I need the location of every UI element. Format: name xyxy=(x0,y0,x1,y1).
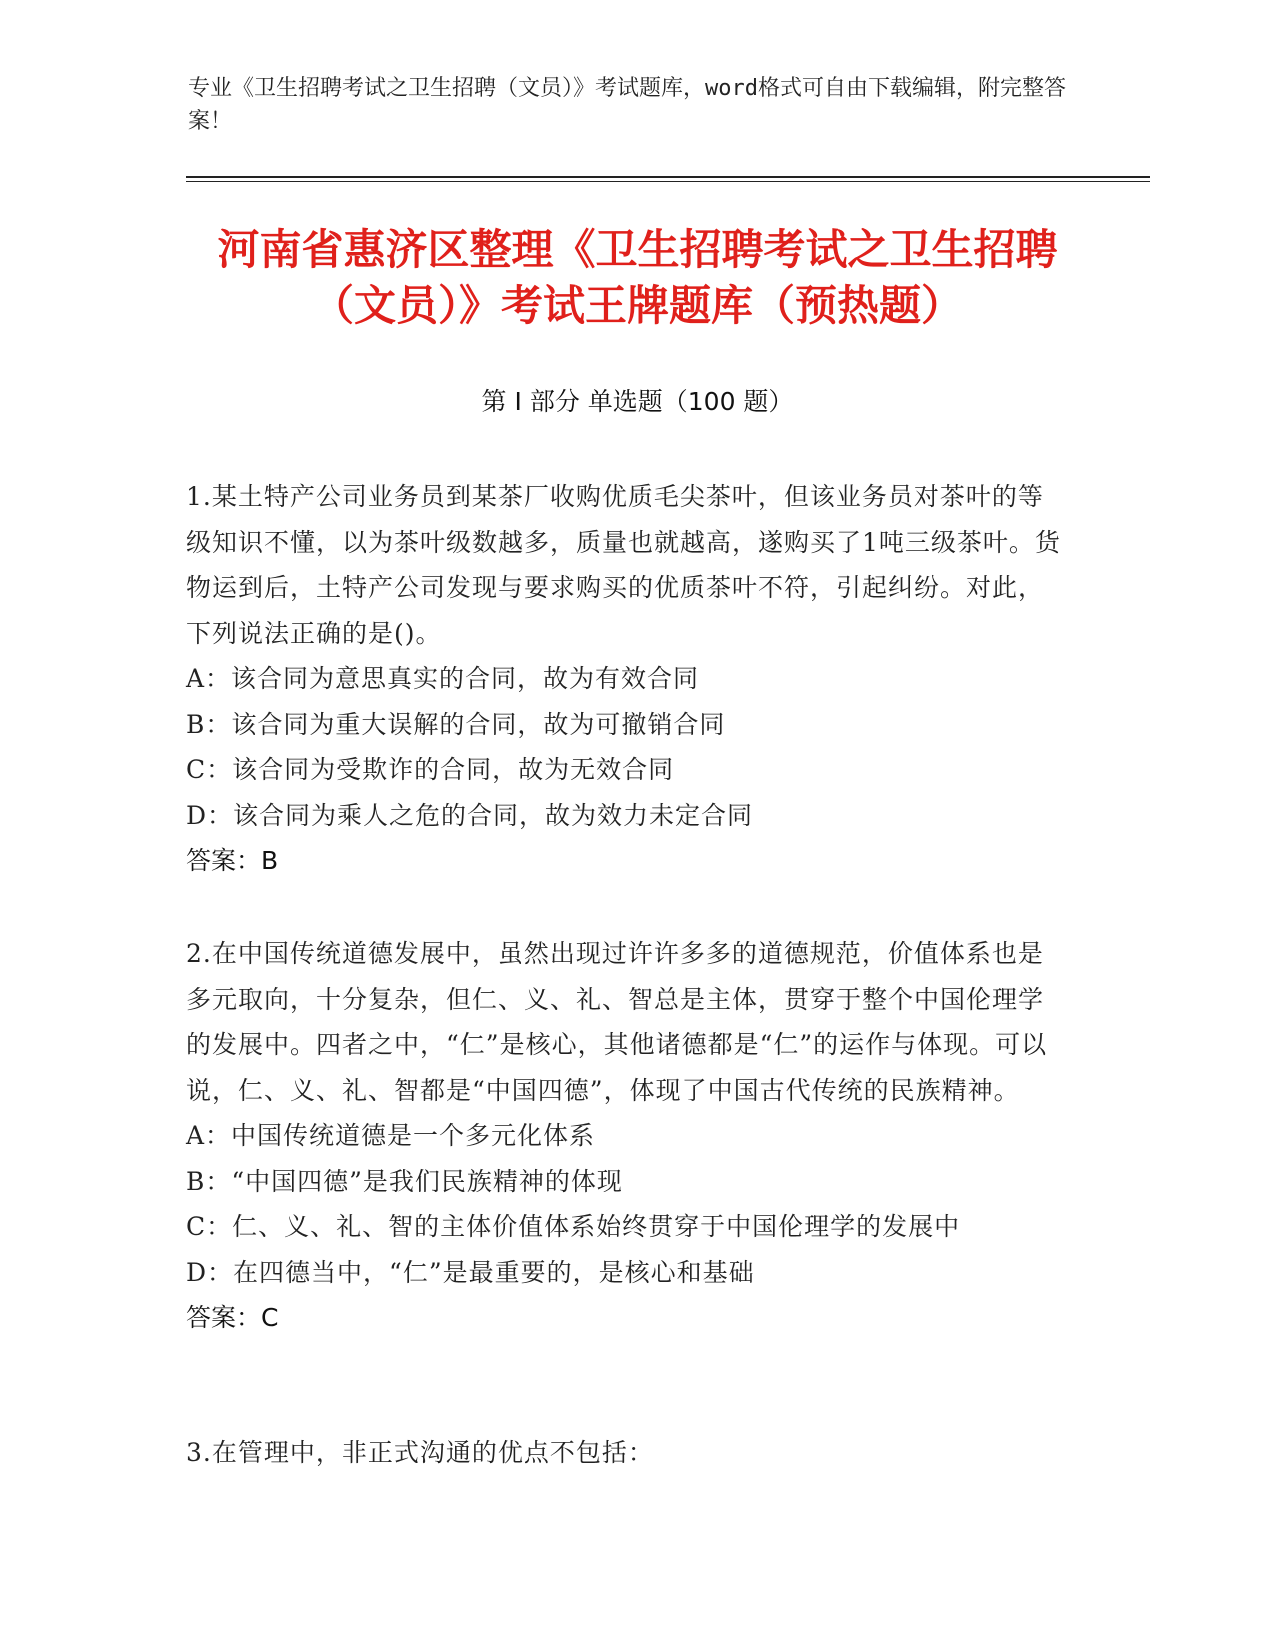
question-stem: 1.某土特产公司业务员到某茶厂收购优质毛尖茶叶，但该业务员对茶叶的等级知识不懂，以为茶叶级数越多，质量也就越高，遂购买了1吨三级茶叶。货物运到后，土特产公司发现与要求购买的优质茶叶不符，引起纠纷。对此，下列说法正确的是()。 xyxy=(186,482,1061,648)
header-divider-thick xyxy=(186,176,1150,178)
section-heading: 第 I 部分 单选题（100 题） xyxy=(481,387,794,416)
option-d: D：该合同为乘人之危的合同，故为效力未定合同 xyxy=(186,800,754,830)
question-1 xyxy=(186,474,1066,884)
question-stem: 3.在管理中，非正式沟通的优点不包括： xyxy=(186,1438,654,1467)
option-a: A：中国传统道德是一个多元化体系 xyxy=(186,1121,596,1150)
answer-line: 答案：B xyxy=(186,846,279,875)
option-b: B：该合同为重大误解的合同，故为可撤销合同 xyxy=(186,709,726,739)
question-3 xyxy=(186,1430,1066,1476)
option-d: D：在四德当中，“仁”是最重要的，是核心和基础 xyxy=(186,1257,755,1287)
option-c: C：仁、义、礼、智的主体价值体系始终贯穿于中国伦理学的发展中 xyxy=(186,1212,961,1241)
question-stem: 2.在中国传统道德发展中，虽然出现过许许多多的道德规范，价值体系也是多元取向，十分复杂，但仁、义、礼、智总是主体，贯穿于整个中国伦理学的发展中。四者之中，“仁”是核心，其他诸德都是“仁”的运作与体现。可以说，仁、义、礼、智都是“中国四德”，体现了中国古代传统的民族精神。 xyxy=(186,939,1048,1105)
document-title: 河南省惠济区整理《卫生招聘考试之卫生招聘（文员）》考试王牌题库（预热题） xyxy=(217,225,1058,330)
header-divider-thin xyxy=(186,181,1150,182)
answer-line: 答案：C xyxy=(186,1303,279,1332)
option-c: C：该合同为受欺诈的合同，故为无效合同 xyxy=(186,755,675,784)
option-a: A：该合同为意思真实的合同，故为有效合同 xyxy=(186,664,700,693)
header-note: 专业《卫生招聘考试之卫生招聘（文员）》考试题库，word格式可自由下载编辑，附完整答案！ xyxy=(188,76,1066,134)
option-b: B：“中国四德”是我们民族精神的体现 xyxy=(186,1166,623,1196)
question-2 xyxy=(186,931,1066,1341)
